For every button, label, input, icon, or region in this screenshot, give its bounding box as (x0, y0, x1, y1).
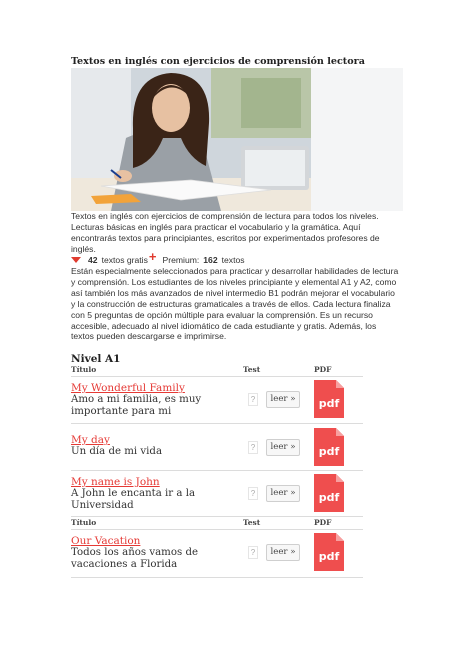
premium-label: Premium: (162, 254, 200, 265)
pdf-icon[interactable] (314, 474, 344, 512)
pdf-icon-label: pdf (318, 445, 340, 458)
divider (71, 423, 363, 424)
header-test: Test (243, 365, 261, 374)
table-header (71, 364, 363, 376)
lesson-title-link[interactable]: My name is John (71, 476, 160, 488)
pdf-icon[interactable] (314, 428, 344, 466)
header-title: Título (71, 365, 97, 374)
pdf-icon[interactable] (314, 380, 344, 418)
divider (71, 529, 363, 530)
level-heading: Nivel A1 (71, 353, 121, 365)
page-title: Textos en inglés con ejercicios de comprensión lectora (71, 56, 365, 67)
read-button[interactable]: leer » (266, 391, 300, 408)
free-count: 42 (88, 254, 98, 265)
read-button[interactable]: leer » (266, 439, 300, 456)
pdf-icon-label: pdf (318, 550, 340, 563)
premium-suffix: textos (221, 254, 245, 265)
divider (71, 376, 363, 377)
triangle-down-icon[interactable] (71, 257, 81, 263)
header-pdf: PDF (314, 365, 332, 374)
lesson-title-link[interactable]: My Wonderful Family (71, 382, 185, 394)
student-photo (71, 68, 311, 211)
lesson-description: Amo a mi familia, es muy importante para mi (71, 394, 202, 417)
lesson-title-link[interactable]: Our Vacation (71, 535, 141, 547)
lesson-description: A John le encanta ir a la Universidad (71, 488, 196, 511)
table-header (71, 517, 363, 529)
photo-background (311, 68, 403, 211)
pdf-icon-label: pdf (318, 491, 340, 504)
intro-paragraph: Textos en inglés con ejercicios de comprensión de lectura para todos los niveles. Lecturas básicas en inglés para practicar el vocabulario y la gramática. Aquí encontrarás textos para principiantes, escritos por experimentados profesores de inglés. (71, 211, 380, 254)
divider (71, 577, 363, 578)
test-button[interactable]: ? (248, 393, 258, 406)
free-label: textos gratis (101, 254, 148, 265)
test-button[interactable]: ? (248, 487, 258, 500)
pdf-icon-label: pdf (318, 397, 340, 410)
header-pdf: PDF (314, 518, 332, 527)
pdf-icon[interactable] (314, 533, 344, 571)
read-button[interactable]: leer » (266, 485, 300, 502)
plus-icon[interactable]: + (148, 248, 157, 264)
description-paragraph: Están especialmente seleccionados para practicar y desarrollar habilidades de lectura y comprensión. Los estudiantes de los niveles principiante y elemental A1 y A2, como así también los más avanzados de nivel intermedio B1 podrán mejorar el vocabulario y la construcción de estructuras gramaticales a través de ellos. Cada lectura finaliza con 5 preguntas de opción múltiple para evaluar la comprensión. Es un recurso accesible, adecuado al nivel idiomático de cada estudiante y gratis. Además, los textos pueden descargarse e imprimirse. (71, 266, 399, 342)
divider (71, 470, 363, 471)
lesson-description: Un día de mi vida (71, 446, 163, 457)
header-test: Test (243, 518, 261, 527)
text-counts (71, 248, 245, 265)
test-button[interactable]: ? (248, 441, 258, 454)
test-button[interactable]: ? (248, 546, 258, 559)
lesson-title-link[interactable]: My day (71, 434, 110, 446)
lesson-description: Todos los años vamos de vacaciones a Florida (71, 547, 198, 570)
header-title: Título (71, 518, 97, 527)
premium-count: 162 (203, 254, 218, 265)
read-button[interactable]: leer » (266, 544, 300, 561)
